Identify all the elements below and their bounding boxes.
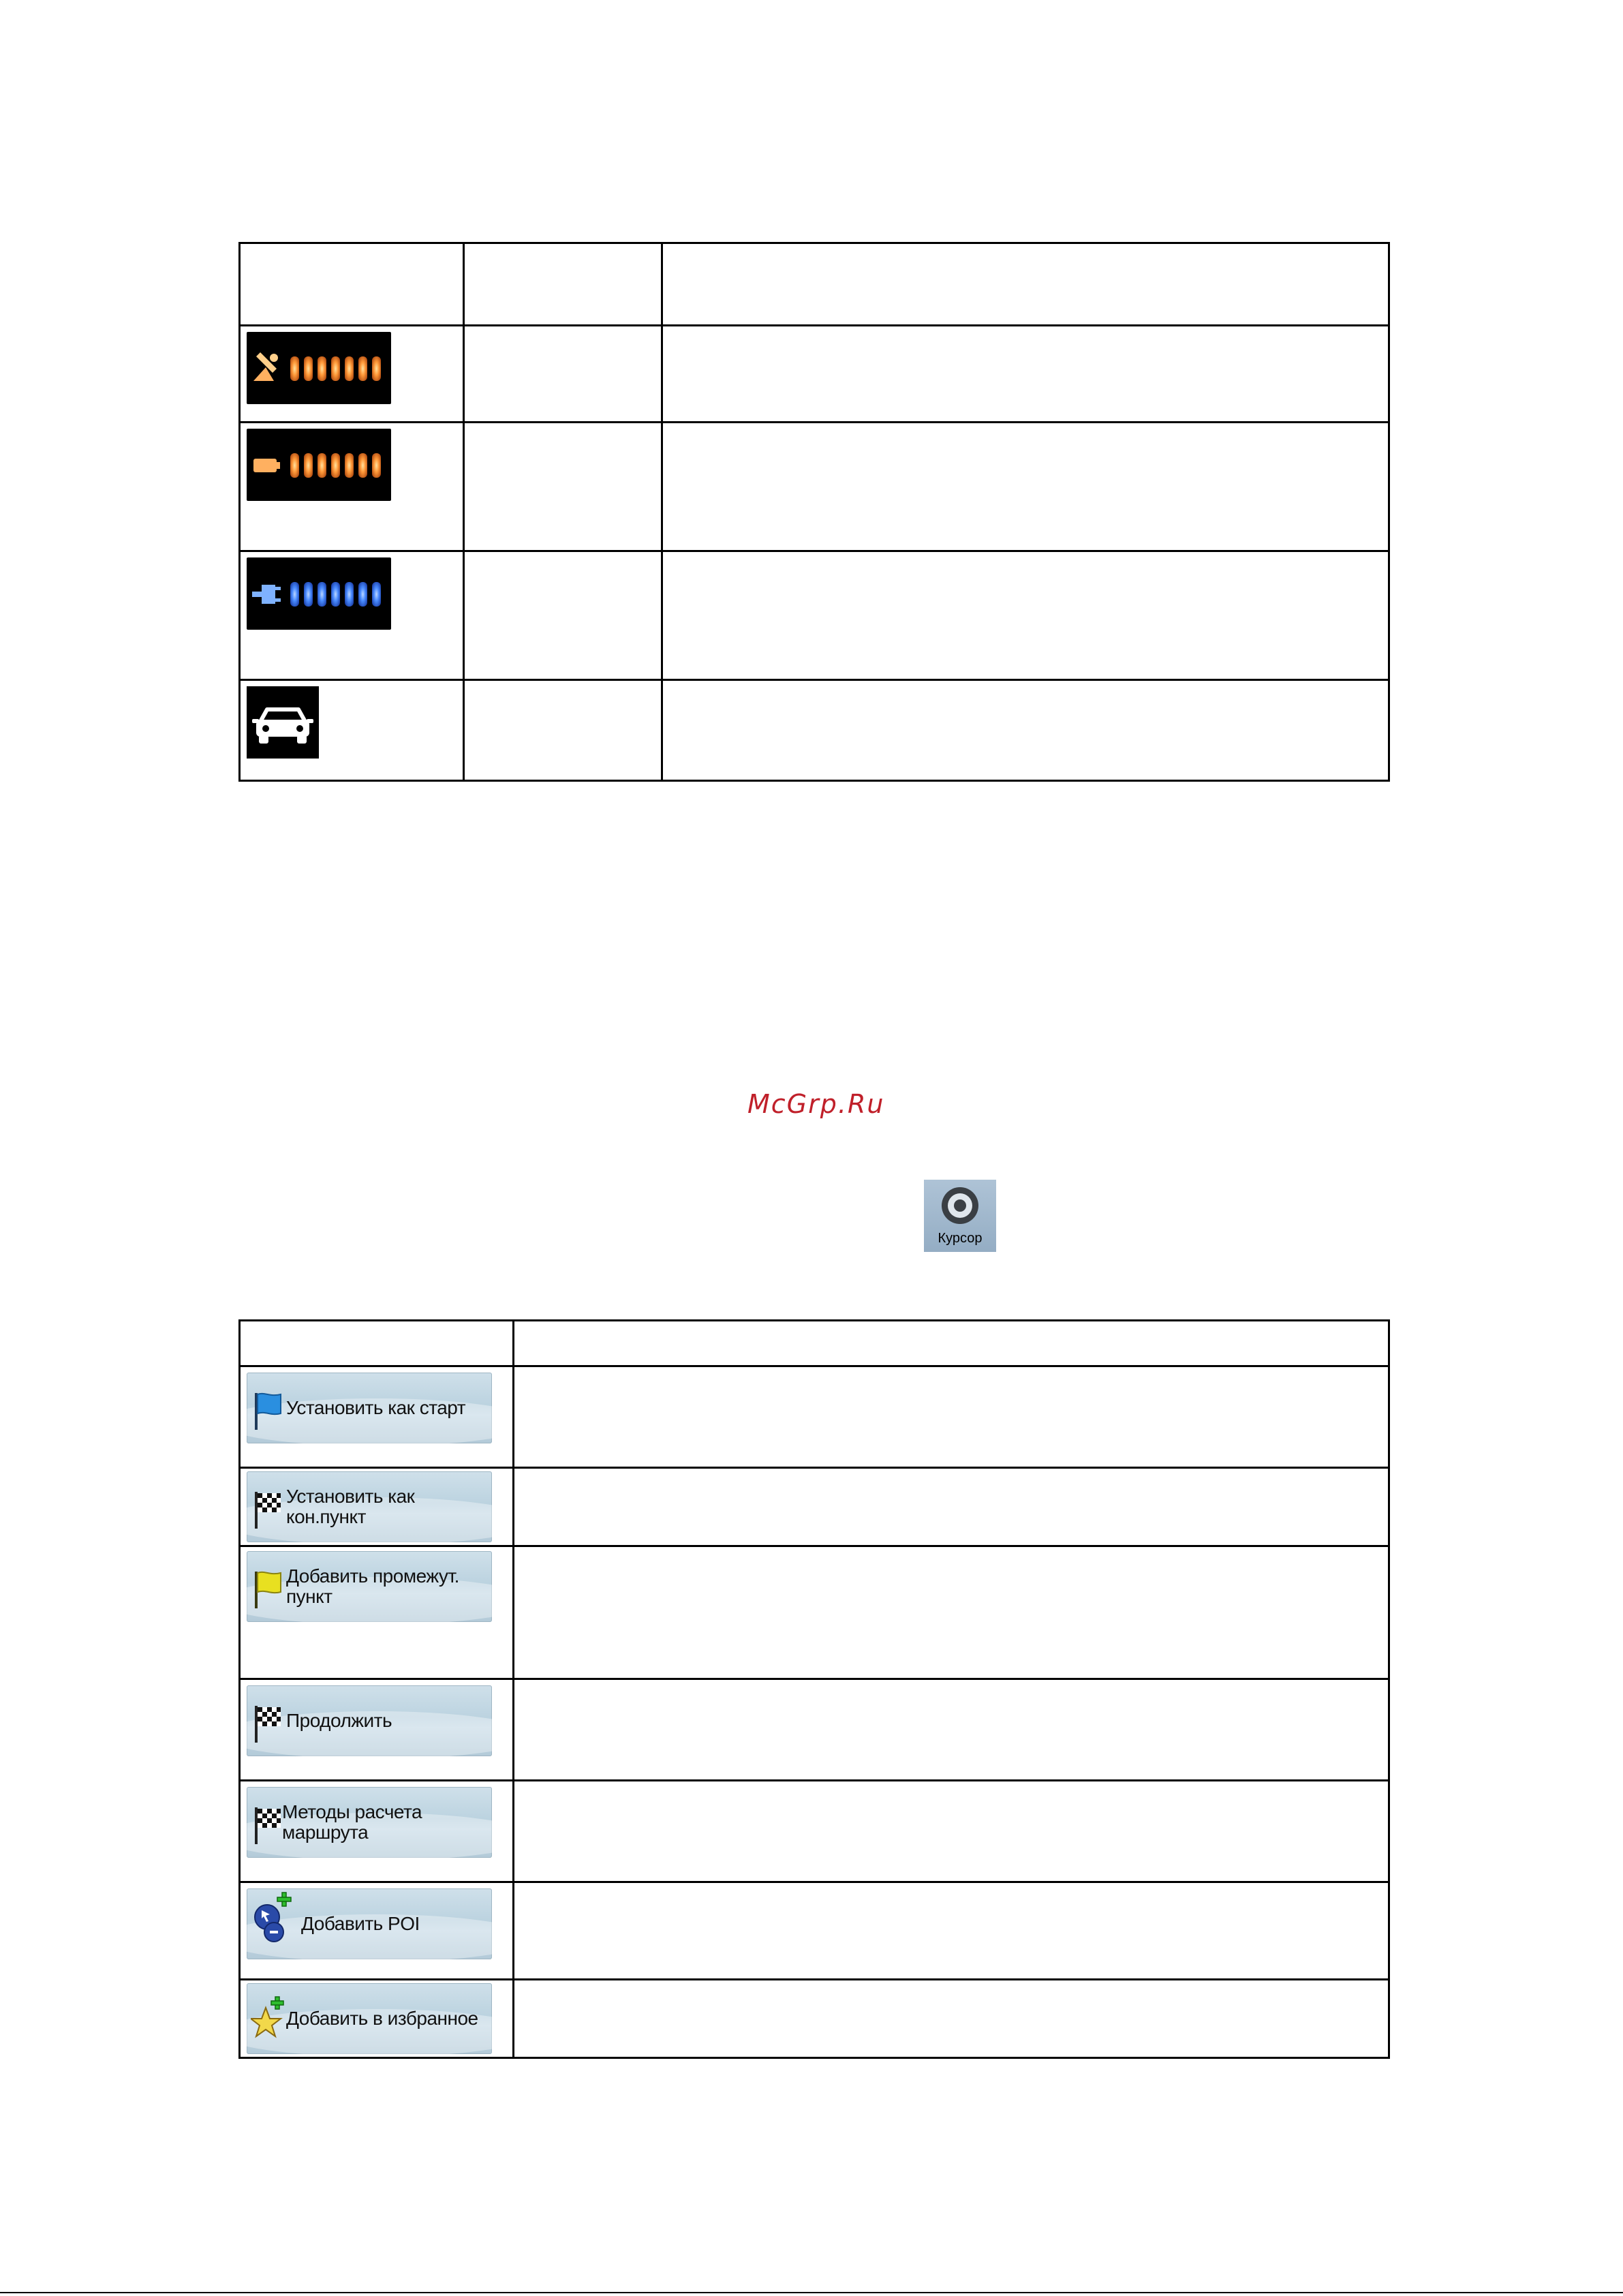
gps-signal-icon (247, 332, 391, 404)
menu-description-cell (514, 1781, 1389, 1882)
table-row (240, 680, 1389, 781)
checkered-flag-icon (251, 1805, 285, 1846)
header-cell-button (240, 1321, 514, 1366)
cursor-button[interactable] (924, 1180, 996, 1252)
status-name-cell (464, 680, 662, 781)
set-as-destination-button[interactable] (247, 1471, 492, 1542)
table-row (240, 1781, 1389, 1882)
table-row (240, 1546, 1389, 1679)
status-name-cell (464, 423, 662, 551)
status-description-cell (662, 551, 1389, 680)
route-methods-button[interactable] (247, 1787, 492, 1858)
header-cell-name (464, 243, 662, 326)
car-icon (247, 686, 319, 759)
table-row (240, 1882, 1389, 1980)
checkered-flag-icon (251, 1703, 285, 1744)
status-name-cell (464, 326, 662, 423)
table-header-row (240, 243, 1389, 326)
target-icon (924, 1184, 996, 1231)
status-description-cell (662, 326, 1389, 423)
button-label: Установить как старт (286, 1397, 466, 1418)
blue-flag-icon (251, 1390, 285, 1431)
status-icon-table (238, 242, 1390, 782)
add-favorite-icon (251, 1995, 289, 2043)
menu-description-cell (514, 1468, 1389, 1546)
header-cell-description (662, 243, 1389, 326)
menu-description-cell (514, 1546, 1389, 1679)
table-row (240, 1468, 1389, 1546)
checkered-flag-icon (251, 1489, 285, 1530)
button-label: Добавить в избранное (286, 2008, 478, 2029)
header-cell-description (514, 1321, 1389, 1366)
set-as-start-button[interactable] (247, 1373, 492, 1443)
add-waypoint-button[interactable] (247, 1551, 492, 1622)
header-cell-icon (240, 243, 464, 326)
status-description-cell (662, 680, 1389, 781)
status-description-cell (662, 423, 1389, 551)
table-row (240, 423, 1389, 551)
button-label: Методы расчета маршрута (282, 1801, 422, 1843)
button-label: Продолжить (286, 1710, 392, 1731)
battery-icon (247, 429, 391, 501)
status-name-cell (464, 551, 662, 680)
table-row (240, 551, 1389, 680)
button-label: Добавить POI (301, 1913, 420, 1934)
menu-description-cell (514, 1679, 1389, 1781)
menu-description-cell (514, 1882, 1389, 1980)
table-header-row (240, 1321, 1389, 1366)
continue-button[interactable] (247, 1685, 492, 1756)
add-to-favorites-button[interactable] (247, 1983, 492, 2054)
table-row (240, 326, 1389, 423)
cursor-menu-table (238, 1319, 1390, 2059)
watermark-text: McGrp.Ru (747, 1089, 885, 1119)
menu-description-cell (514, 1980, 1389, 2058)
menu-description-cell (514, 1366, 1389, 1468)
table-row (240, 1679, 1389, 1781)
add-poi-button[interactable] (247, 1888, 492, 1959)
table-row (240, 1980, 1389, 2058)
yellow-flag-icon (251, 1569, 285, 1610)
button-label: Установить как кон.пункт (286, 1486, 415, 1527)
table-row (240, 1366, 1389, 1468)
add-poi-icon (249, 1891, 297, 1944)
cursor-button-label: Курсор (938, 1231, 983, 1246)
button-label: Добавить промежут. пункт (286, 1565, 459, 1607)
external-power-icon (247, 557, 391, 630)
page-bottom-border (0, 2292, 1623, 2293)
